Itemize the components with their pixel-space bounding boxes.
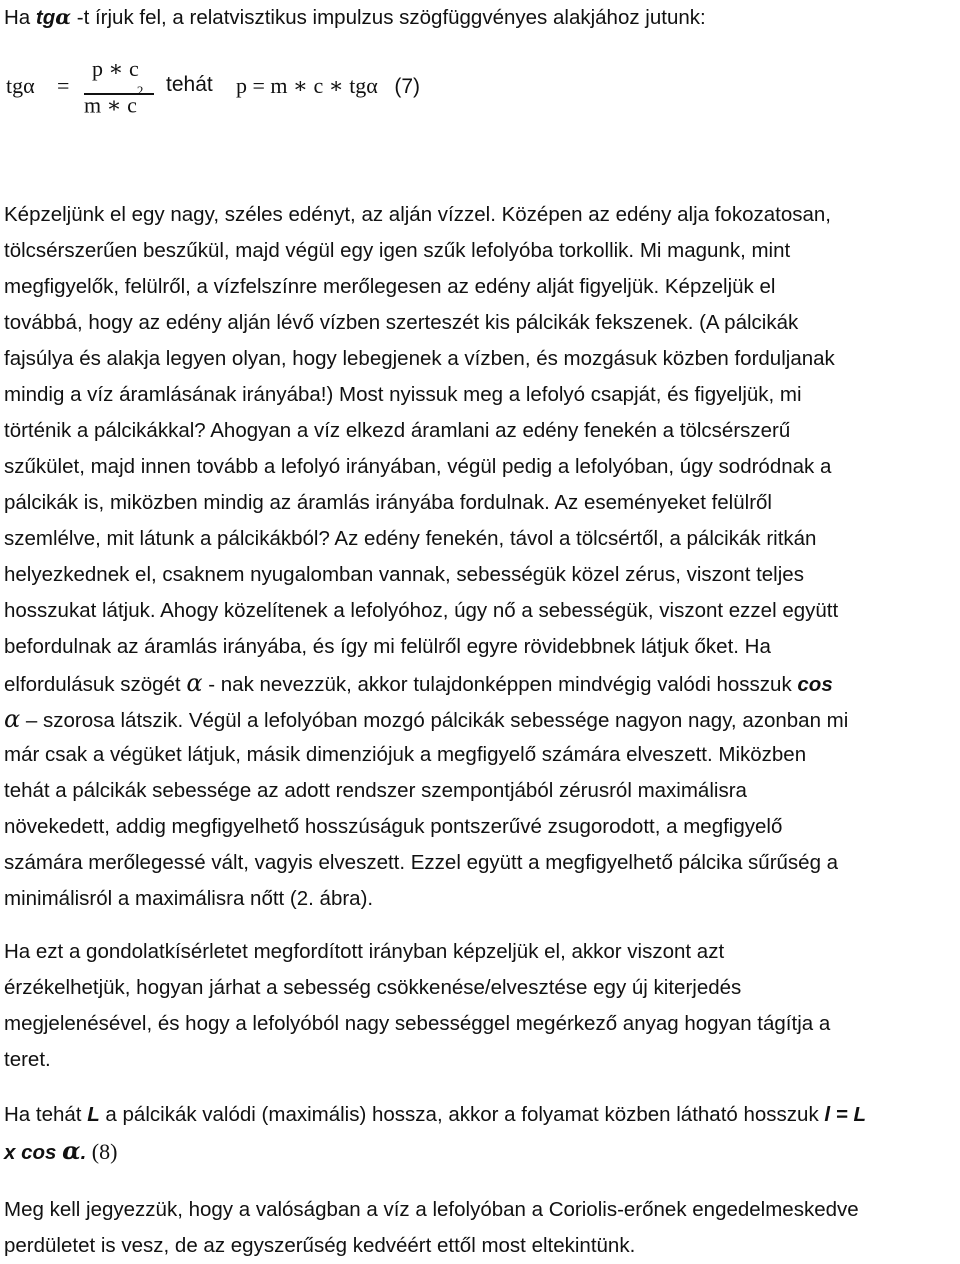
- intro-alpha: α: [55, 5, 72, 29]
- paragraph-line: helyezkednek el, csaknem nyugalomban vannak, sebességük közel zérus, viszont teljes: [4, 563, 804, 586]
- paragraph-line: teret.: [4, 1048, 51, 1071]
- alpha-symbol: α: [62, 1136, 81, 1165]
- paragraph-line: pálcikák is, miközben mindig az áramlás irányába fordulnak. Az eseményeket felülről: [4, 491, 772, 514]
- formula-7: [6, 56, 566, 126]
- formula-exponent: 2: [136, 83, 144, 98]
- formula-lhs: tgα: [6, 73, 35, 98]
- paragraph-1: [4, 197, 956, 917]
- formula-equals: =: [57, 73, 70, 98]
- intro-suffix: -t írjuk fel, a relatvisztikus impulzus szögfüggvényes alakjához jutunk:: [71, 6, 706, 29]
- cos-label: cos: [797, 673, 833, 696]
- formula-number: (7): [394, 75, 421, 98]
- paragraph-line: fajsúlya és alakja legyen olyan, hogy lebegjenek a vízben, és mozgásuk közben forduljanak: [4, 347, 835, 370]
- symbol-L: L: [87, 1103, 100, 1126]
- paragraph-line: Ha tehát L a pálcikák valódi (maximális) hossza, akkor a folyamat közben látható hosszuk l = L: [4, 1103, 866, 1126]
- alpha-symbol: α: [4, 705, 21, 733]
- equation-x-cos: x cos: [4, 1141, 57, 1164]
- paragraph-line: továbbá, hogy az edény alján lévő vízben szerteszét kis pálcikák fekszenek. (A pálcikák: [4, 311, 799, 334]
- paragraph-line: megfigyelők, felülről, a vízfelszínre merőlegesen az edény alját figyeljük. Képzeljük el: [4, 275, 776, 298]
- paragraph-line: x cos α. (8): [4, 1136, 118, 1165]
- formula-tehat: tehát: [166, 73, 213, 96]
- intro-prefix: Ha: [4, 6, 36, 29]
- paragraph-line: Meg kell jegyezzük, hogy a valóságban a víz a lefolyóban a Coriolis-erőnek engedelmeskedve: [4, 1198, 859, 1221]
- paragraph-line: Ha ezt a gondolatkísérletet megfordított irányban képzeljük el, akkor viszont azt: [4, 940, 725, 963]
- formula-denominator: m ∗ $c^2$: [84, 83, 144, 118]
- paragraph-line-alpha: elfordulásuk szögét α - nak nevezzük, akkor tulajdonképpen mindvégig valódi hosszuk cos: [4, 669, 833, 697]
- formula-rhs: p = m ∗ c ∗ tgα (7): [236, 73, 421, 98]
- paragraph-line: minimálisról a maximálisra nőtt (2. ábra).: [4, 887, 374, 910]
- intro-tg: tg: [35, 6, 56, 29]
- paragraph-line: növekedett, addig megfigyelhető hosszúságuk pontszerűvé zsugorodott, a megfigyelő: [4, 815, 783, 838]
- paragraph-line: tölcsérszerűen beszűkül, majd végül egy igen szűk lefolyóba torkollik. Mi magunk, mint: [4, 239, 791, 262]
- paragraph-line-alpha: α – szorosa látszik. Végül a lefolyóban mozgó pálcikák sebessége nagyon nagy, azonban mi: [4, 705, 849, 733]
- paragraph-line: már csak a végüket látjuk, másik dimenziójuk a megfigyelő számára elveszett. Miközben: [4, 743, 807, 766]
- paragraph-line: megjelenésével, és hogy a lefolyóból nagy sebességgel megérkező anyag hogyan tágítja a: [4, 1012, 831, 1035]
- equation-number: (8): [86, 1139, 118, 1164]
- paragraph-line: érzékelhetjük, hogyan járhat a sebesség csökkenése/elvesztése egy új kiterjedés: [4, 976, 742, 999]
- equation-l-eq: l = L: [824, 1103, 866, 1126]
- paragraph-line: szemlélve, mit látunk a pálcikákból? Az edény fenekén, távol a tölcsértől, a pálcikák ritkán: [4, 527, 817, 550]
- paragraph-line: számára merőlegessé vált, vagyis elveszett. Ezzel együtt a megfigyelhető pálcika sűrűség a: [4, 851, 839, 874]
- paragraph-line: befordulnak az áramlás irányába, és így mi felülről egyre rövidebbnek látjuk őket. Ha: [4, 635, 771, 658]
- paragraph-line: történik a pálcikákkal? Ahogyan a víz elkezd áramlani az edény fenekén a tölcsérszerű: [4, 419, 791, 442]
- alpha-symbol: α: [186, 669, 203, 697]
- paragraph-line: Képzeljünk el egy nagy, széles edényt, az alján vízzel. Középen az edény alja fokozatosan,: [4, 203, 831, 226]
- paragraph-line: szűkület, majd innen tovább a lefolyó irányában, végül pedig a lefolyóban, úgy sodródnak a: [4, 455, 832, 478]
- paragraph-3: [4, 1097, 956, 1169]
- paragraph-4: [4, 1192, 956, 1264]
- intro-line: [4, 2, 706, 33]
- paragraph-line: tehát a pálcikák sebessége az adott rendszer szempontjából zérusról maximálisra: [4, 779, 747, 802]
- formula-numerator: p ∗ c: [92, 56, 139, 81]
- paragraph-line: mindig a víz áramlásának irányába!) Most nyissuk meg a lefolyó csapját, és figyeljük, mi: [4, 383, 802, 406]
- paragraph-2: [4, 934, 956, 1078]
- paragraph-line: perdületet is vesz, de az egyszerűség kedvéért ettől most eltekintünk.: [4, 1234, 636, 1257]
- paragraph-line: hosszukat látjuk. Ahogy közelítenek a lefolyóhoz, úgy nő a sebességük, viszont ezzel együtt: [4, 599, 839, 622]
